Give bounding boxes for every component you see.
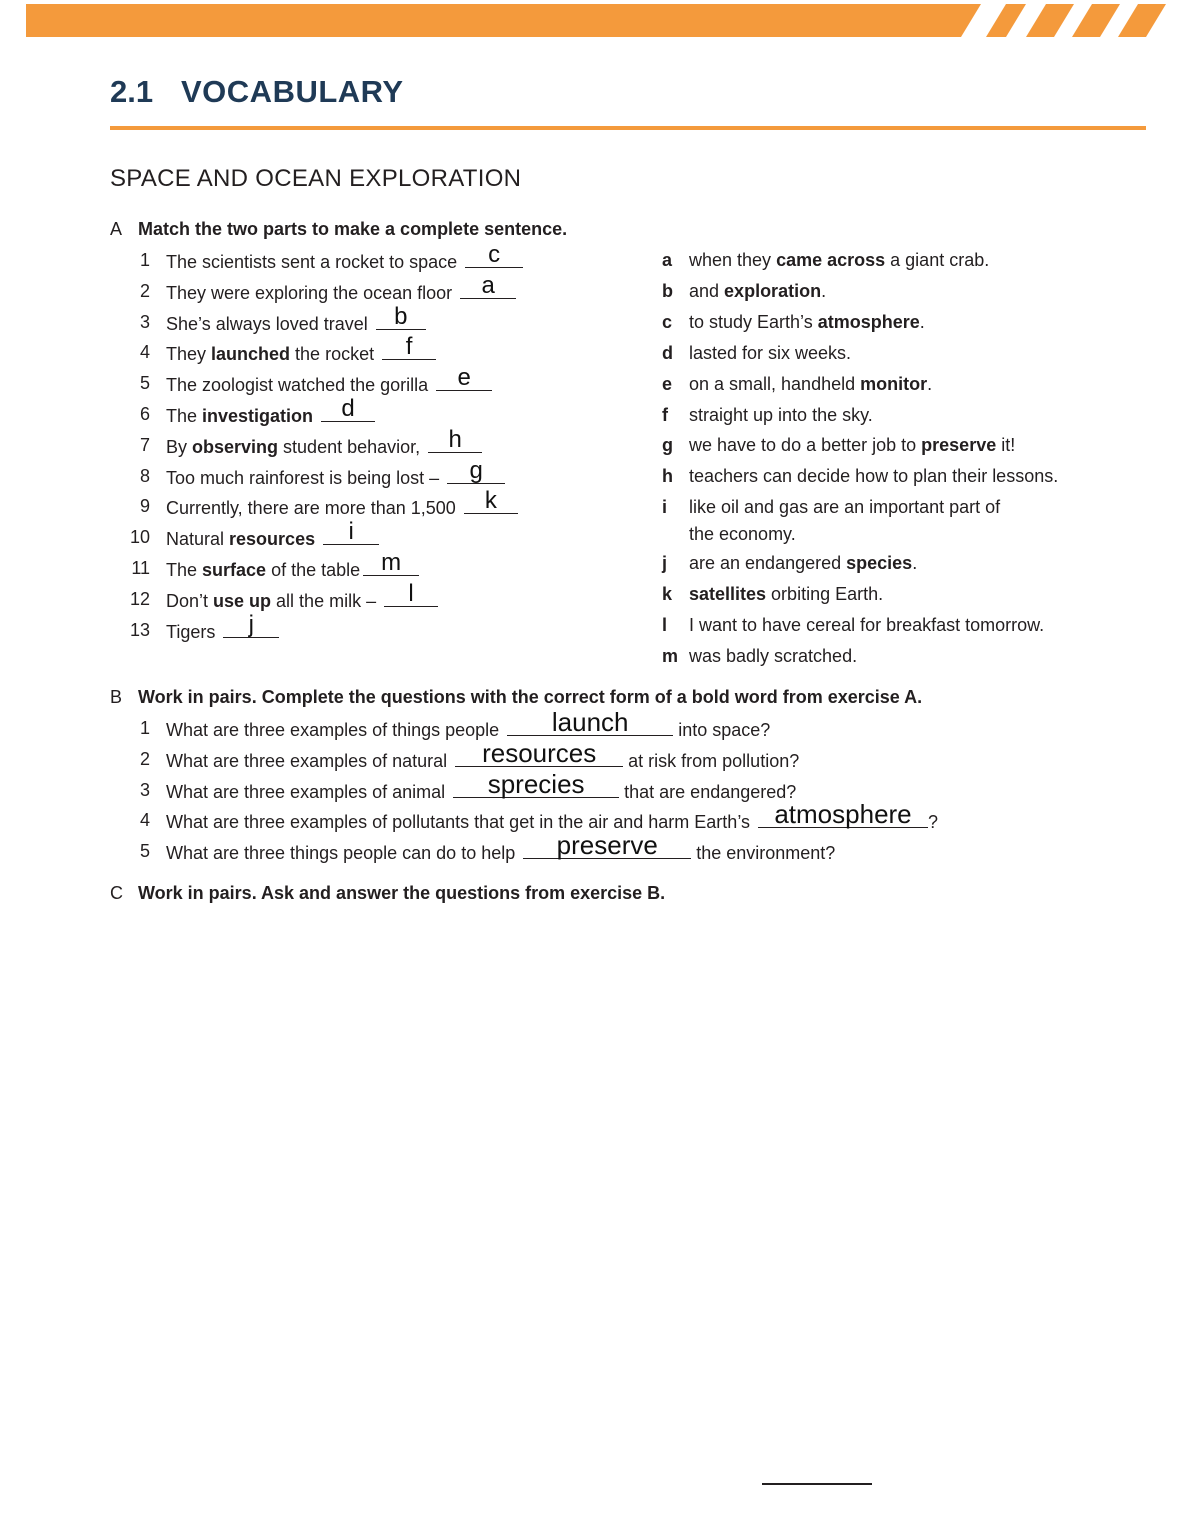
item-number: 7 [139,434,150,455]
option-phrase: teachers can decide how to plan their lessons. [689,466,1059,487]
option-phrase: . [927,373,933,394]
item-number: 13 [129,619,150,640]
bold-word: exploration [724,280,822,301]
option-phrase: like oil and gas are an important part of [689,497,1001,518]
option-letter: i [662,497,668,518]
item-number: 1 [139,250,150,270]
item-number: 8 [139,465,150,486]
question-text [166,768,797,803]
item-number: 6 [139,404,150,424]
option-phrase: . [821,280,827,301]
bold-word: surface [202,560,267,580]
sentence-start [166,579,438,612]
answer-blank[interactable] [363,549,419,576]
sentence-text: Tigers [166,621,221,642]
bold-word: use up [213,590,272,611]
sentence-start [166,518,379,550]
option-text [689,342,851,364]
sentence-text: The [166,560,203,580]
handwritten-answer: k [484,487,497,515]
option-letter: j [662,553,668,574]
sentence-start [166,487,518,519]
exercise-a-letter: A [110,219,123,239]
handwritten-answer: g [469,456,483,484]
option-phrase: we have to do a better job to [689,435,922,456]
handwritten-answer: preserve [556,830,658,861]
exercise-b-instruction: Work in pairs. Complete the questions with the correct form of a bold word from exercise A. [138,687,923,707]
item-number: 4 [139,810,150,831]
option-phrase: to study Earth’s [689,311,818,332]
handwritten-answer: d [341,395,355,422]
sentence-start [166,425,482,458]
bold-word: came across [776,250,886,270]
handwritten-answer: f [405,333,413,361]
answer-blank[interactable] [507,707,673,737]
option-phrase: . [912,553,918,574]
sentence-start [166,271,516,304]
question-end: into space? [673,720,771,740]
handwritten-answer: j [248,610,255,638]
bold-word: preserve [921,435,997,456]
item-number: 5 [139,373,150,394]
answer-blank[interactable] [323,518,379,546]
sentence-start [166,302,426,335]
sentence-start [166,456,505,489]
section-number: 2.1 [110,74,154,109]
option-letter: c [662,311,673,332]
option-letter: m [662,645,679,666]
answer-blank[interactable] [465,241,523,268]
option-letter: a [662,250,673,270]
option-text [689,373,932,395]
option-phrase: on a small, handheld [689,373,861,394]
bold-word: species [846,553,913,574]
handwritten-answer: resources [482,737,597,768]
option-letter: k [662,584,673,605]
sentence-text: student behavior, [278,436,426,457]
item-number: 5 [139,841,150,862]
handwritten-answer: a [481,271,495,299]
answer-blank[interactable] [223,610,279,638]
question-start: What are three examples of animal [166,781,451,802]
option-text [689,583,883,605]
question-text [166,799,939,833]
bold-word: launched [211,344,291,365]
item-number: 4 [139,342,150,363]
question-text [166,830,836,864]
option-phrase: when they [689,250,777,270]
option-text [689,614,1044,636]
option-text [689,552,917,574]
handwritten-answer: b [394,302,408,330]
option-phrase: it! [996,435,1016,456]
answer-blank[interactable] [464,487,518,515]
sentence-text: Currently, there are more than 1,500 [166,498,461,519]
header-stripe-bar [26,4,1170,37]
handwritten-answer: i [348,518,354,546]
sentence-text: Too much rainforest is being lost – [166,467,445,488]
exercise-a-instruction: Match the two parts to make a complete sentence. [138,219,568,239]
option-text [689,496,1000,518]
option-letter: h [662,466,673,487]
item-number: 10 [129,527,150,548]
option-phrase: straight up into the sky. [689,404,873,425]
question-end: the environment? [691,843,836,864]
sentence-start [166,549,419,581]
option-phrase: . [919,311,925,332]
sentence-text: of the table [266,560,361,580]
option-letter: g [662,435,673,456]
option-phrase: and [689,280,725,301]
exercise-b-letter: B [110,687,123,707]
answer-blank[interactable] [428,425,482,453]
question-end: that are endangered? [619,781,797,802]
handwritten-answer: atmosphere [774,799,912,830]
item-number: 3 [139,311,150,332]
question-end: ? [928,812,939,833]
sentence-text: The scientists sent a rocket to space [166,252,463,272]
handwritten-answer: launch [551,707,629,737]
option-letter: d [662,342,673,363]
option-text [689,311,925,333]
exercise-c-letter: C [110,883,123,903]
answer-blank[interactable] [453,768,619,799]
bold-word: monitor [860,373,928,394]
bold-word: atmosphere [817,311,920,332]
section-title: VOCABULARY [181,74,404,109]
answer-blank[interactable] [384,579,438,607]
sentence-start [166,610,279,643]
option-phrase: a giant crab. [885,250,990,270]
answer-blank[interactable] [382,333,436,361]
footer-line [762,1483,872,1485]
question-start: What are three things people can do to help [166,843,521,864]
handwritten-answer: h [448,425,462,453]
option-text [689,645,857,667]
sentence-text: They were exploring the ocean floor [166,282,458,303]
exercise-c-instruction: Work in pairs. Ask and answer the questions from exercise B. [138,883,666,903]
option-letter: f [662,404,668,425]
sentence-text: all the milk – [271,590,382,611]
question-start: What are three examples of natural [166,750,453,771]
option-phrase: was badly scratched. [689,645,858,666]
option-text [689,465,1058,487]
bold-word: investigation [202,406,314,426]
question-start: What are three examples of things people [166,720,505,740]
sentence-text: She’s always loved travel [166,313,373,334]
sentence-text: The [166,406,203,426]
answer-blank[interactable] [523,830,691,861]
option-text [689,249,989,271]
handwritten-answer: e [457,364,471,392]
item-number: 2 [139,748,150,769]
item-number: 11 [131,558,150,578]
handwritten-answer: c [488,241,501,268]
answer-blank[interactable] [758,799,928,830]
sentence-start [166,364,492,396]
option-phrase: lasted for six weeks. [689,342,852,363]
sentence-text: The zoologist watched the gorilla [166,375,434,396]
bold-word: observing [192,436,279,457]
bold-word: resources [229,529,316,550]
sentence-text: Don’t [166,590,214,611]
option-text [689,434,1015,456]
sentence-text [313,406,318,426]
handwritten-answer: l [408,579,414,607]
question-start: What are three examples of pollutants that get in the air and harm Earth’s [166,812,755,833]
subheading: SPACE AND OCEAN EXPLORATION [110,165,522,192]
option-letter: b [662,280,673,301]
option-phrase: orbiting Earth. [766,584,884,605]
option-phrase: I want to have cereal for breakfast tomorrow. [689,615,1045,635]
sentence-text: They [166,344,212,365]
option-text-continued: the economy. [689,524,796,545]
sentence-start [166,241,523,273]
sentence-start [166,395,375,427]
item-number: 1 [139,718,150,738]
item-number: 3 [139,779,150,800]
sentence-text: By [166,436,193,457]
handwritten-answer: m [381,549,402,576]
item-number: 2 [139,280,150,301]
option-phrase: are an endangered [689,553,847,574]
question-end: at risk from pollution? [623,750,800,771]
answer-blank[interactable] [455,737,623,768]
answer-blank[interactable] [321,395,375,422]
sentence-text: the rocket [290,344,380,365]
option-letter: e [662,373,673,394]
sentence-text: Natural [166,529,230,550]
answer-blank[interactable] [460,271,516,299]
answer-blank[interactable] [447,456,505,484]
sentence-start [166,333,436,365]
title-rule [110,126,1146,130]
question-text [166,707,771,741]
bold-word: satellites [689,584,767,605]
handwritten-answer: sprecies [487,768,585,799]
option-text [689,404,873,426]
option-text [689,280,826,302]
question-text [166,737,800,772]
sentence-text [315,529,320,549]
item-number: 9 [139,496,150,517]
item-number: 12 [129,588,150,609]
answer-blank[interactable] [436,364,492,392]
option-letter: l [662,615,668,635]
answer-blank[interactable] [376,302,426,330]
